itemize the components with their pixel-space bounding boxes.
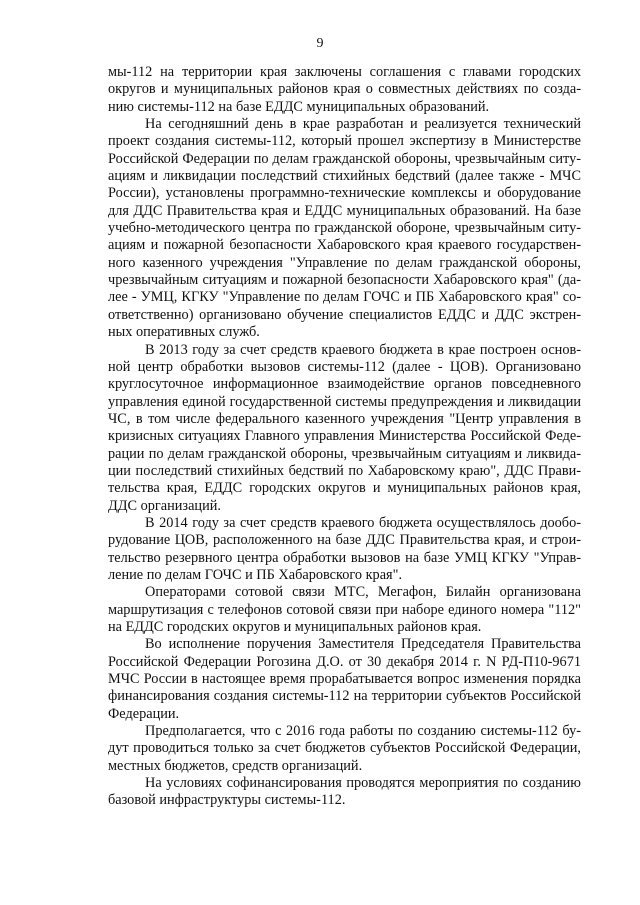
paragraph: На сегодняшний день в крае разработан и реализуется технический проект создания системы-112, который прошел экспертизу в Министерстве Российской Федерации по делам гражданской обороны, чрезвычайным ситуациям и ликвидации последствий стихийных бедствий (далее также - МЧС России), установлены программно-технические комплексы и оборудование для ДДС Правительства края и ЕДДС муниципальных образований. На базе учебно-методического центра по гражданской обороне, чрезвычайным ситуациям и пожарной безопасности Хабаровского края краевого государственного казенного учреждения "Управление по делам гражданской обороны, чрезвычайным ситуациям и пожарной безопасности Хабаровского края" (далее - УМЦ, КГКУ "Управление по делам ГОЧС и ПБ Хабаровского края" соответственно) организовано обучение специалистов ЕДДС и ДДС экстренных оперативных служб. [108,116,581,341]
paragraph: В 2013 году за счет средств краевого бюджета в крае построен основной центр обработки вызовов системы-112 (далее - ЦОВ). Организовано круглосуточное информационное взаимодействие органов повседневного управления единой государственной системы предупреждения и ликвидации ЧС, в том числе федерального казенного учреждения "Центр управления в кризисных ситуациях Главного управления Министерства Российской Федерации по делам гражданской обороны, чрезвычайным ситуациям и ликвидации последствий стихийных бедствий по Хабаровскому краю", ДДС Правительства края, ЕДДС городских округов и муниципальных районов края, ДДС организаций. [108,341,581,514]
paragraph: мы-112 на территории края заключены соглашения с главами городских округов и муниципальных районов края о совместных действиях по созданию системы-112 на базе ЕДДС муниципальных образований. [108,64,581,115]
paragraph: Предполагается, что с 2016 года работы по созданию системы-112 будут проводиться только за счет бюджетов субъектов Российской Федерации, местных бюджетов, средств организаций. [108,723,581,774]
document-body [108,64,581,810]
paragraph: Во исполнение поручения Заместителя Председателя Правительства Российской Федерации Рогозина Д.О. от 30 декабря 2014 г. N РД-П10-9671 МЧС России в настоящее время прорабатывается вопрос изменения порядка финансирования создания системы-112 на территории субъектов Российской Федерации. [108,636,581,722]
paragraph: В 2014 году за счет средств краевого бюджета осуществлялось дооборудование ЦОВ, расположенного на базе ДДС Правительства края, и строительство резервного центра обработки вызовов на базе УМЦ КГКУ "Управление по делам ГОЧС и ПБ Хабаровского края". [108,514,581,583]
paragraph: Операторами сотовой связи МТС, Мегафон, Билайн организована маршрутизация с телефонов сотовой связи при наборе единого номера "112" на ЕДДС городских округов и муниципальных районов края. [108,584,581,635]
page-number: 9 [316,36,324,51]
paragraph: На условиях софинансирования проводятся мероприятия по созданию базовой инфраструктуры системы-112. [108,775,581,809]
